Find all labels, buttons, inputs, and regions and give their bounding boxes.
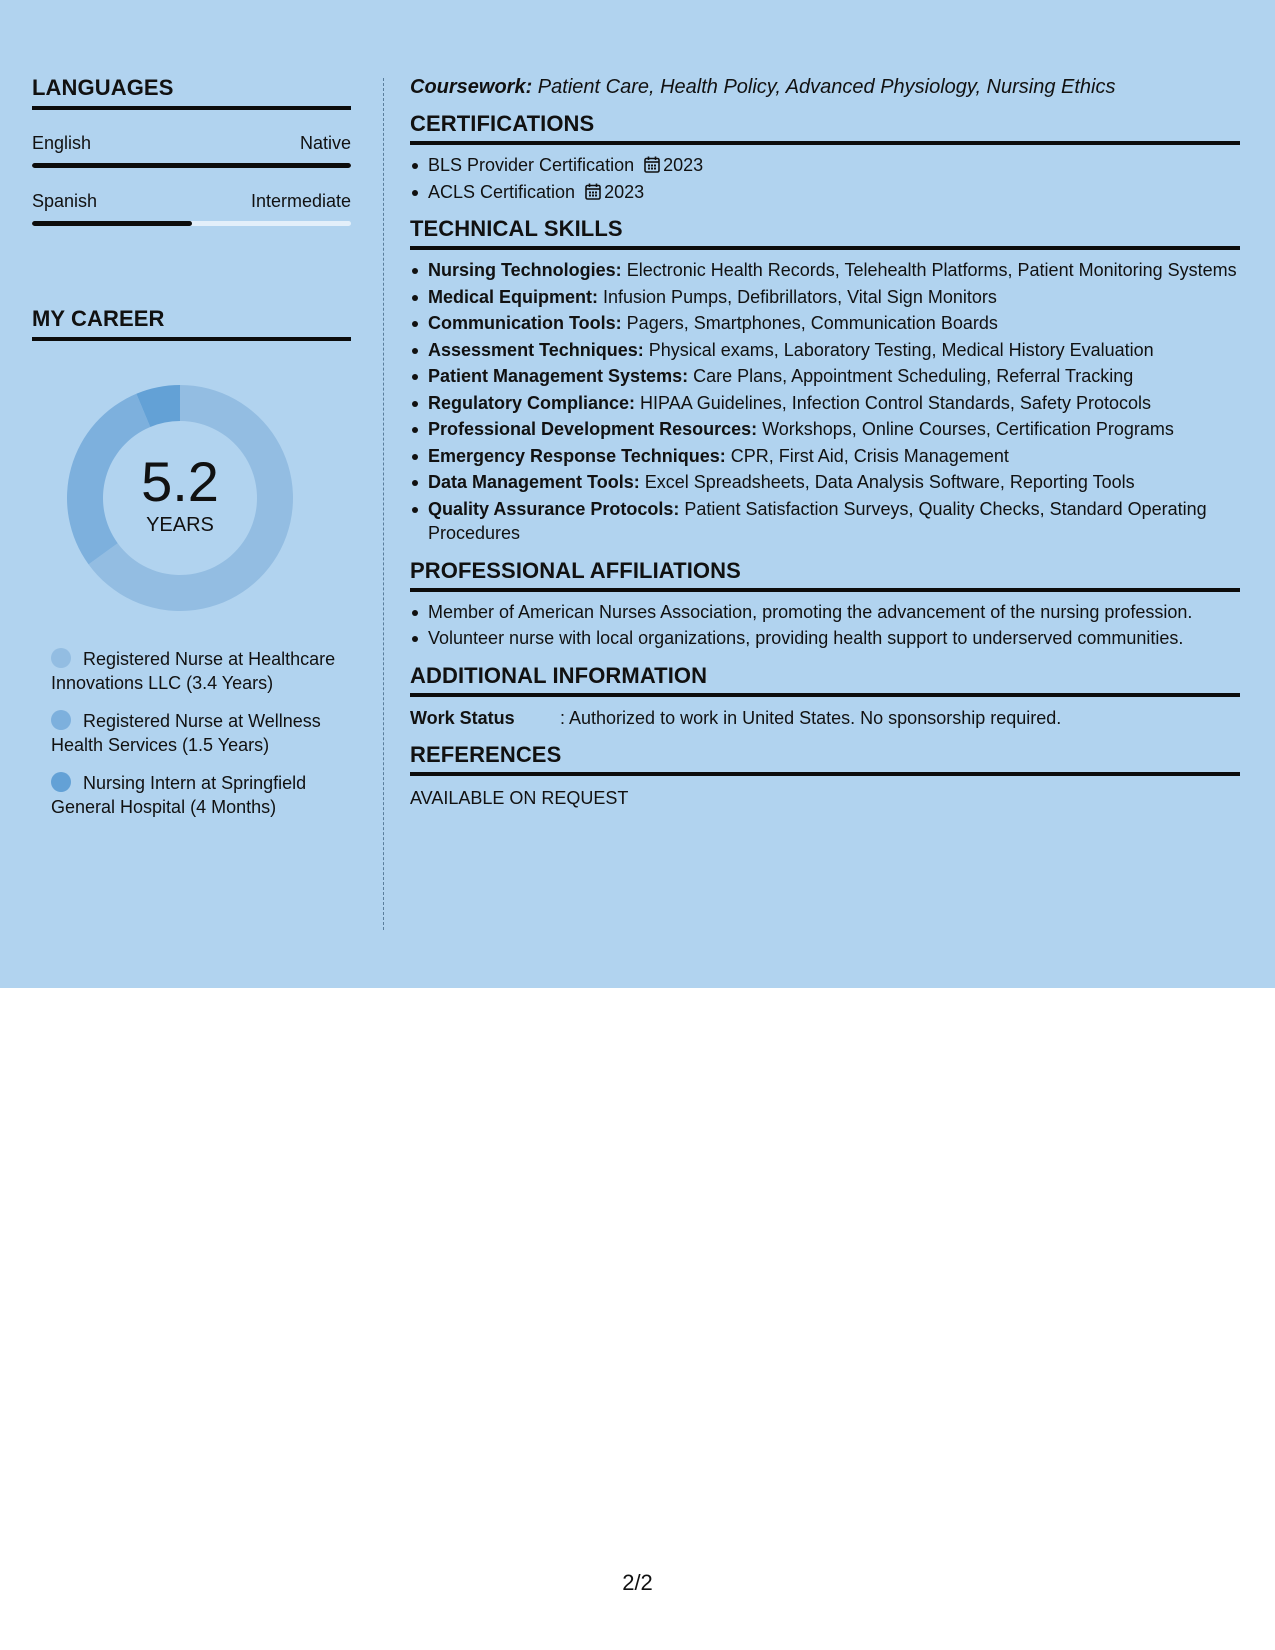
certification-name: BLS Provider Certification <box>428 155 635 175</box>
language-bar-fill <box>32 163 351 168</box>
skill-text: HIPAA Guidelines, Infection Control Standards, Safety Protocols <box>635 392 1151 413</box>
language-name: Spanish <box>32 191 98 211</box>
skill-label: Quality Assurance Protocols: <box>428 498 680 519</box>
legend-dot-icon <box>51 648 71 668</box>
skill-text: Electronic Health Records, Telehealth Platforms, Patient Monitoring Systems <box>621 260 1237 280</box>
calendar-icon <box>644 156 660 173</box>
language-item <box>32 132 351 168</box>
affiliations-section <box>410 558 1240 651</box>
career-title: MY CAREER <box>32 306 351 341</box>
certification-year: 2023 <box>604 181 645 202</box>
skill-item <box>410 417 1240 442</box>
skill-label: Emergency Response Techniques: <box>428 445 726 466</box>
right-column <box>410 75 1240 809</box>
skill-text: Physical exams, Laboratory Testing, Medical History Evaluation <box>643 339 1154 360</box>
work-status-value: : Authorized to work in United States. No sponsorship required. <box>560 707 1062 728</box>
certification-year: 2023 <box>663 155 704 175</box>
career-legend-label: Registered Nurse at Healthcare Innovations LLC (3.4 Years) <box>51 649 336 693</box>
certification-item <box>410 153 1240 178</box>
affiliations-title: PROFESSIONAL AFFILIATIONS <box>410 558 1240 592</box>
work-status-label: Work Status <box>410 707 515 728</box>
technical-skills-title: TECHNICAL SKILLS <box>410 216 1240 250</box>
skill-item <box>410 258 1240 283</box>
affiliation-item: Member of American Nurses Association, promoting the advancement of the nursing profession. <box>410 600 1240 625</box>
skill-item <box>410 311 1240 336</box>
skill-label: Patient Management Systems: <box>428 366 689 386</box>
work-status-row <box>410 706 1240 730</box>
skill-item <box>410 391 1240 416</box>
career-legend-item <box>51 771 351 819</box>
references-section <box>410 742 1240 809</box>
skill-text: Pagers, Smartphones, Communication Boards <box>621 313 998 333</box>
page-number: 2/2 <box>622 1570 653 1595</box>
legend-dot-icon <box>51 710 71 730</box>
coursework-text: Patient Care, Health Policy, Advanced Physiology, Nursing Ethics <box>532 76 1116 98</box>
additional-info-title: ADDITIONAL INFORMATION <box>410 663 1240 697</box>
skill-text: Patient Satisfaction Surveys, Quality Checks, Standard Operating Procedures <box>428 498 1207 543</box>
skill-text: Excel Spreadsheets, Data Analysis Software, Reporting Tools <box>639 472 1135 492</box>
certification-item <box>410 180 1240 205</box>
career-legend-item <box>51 709 351 757</box>
column-divider <box>383 78 384 930</box>
career-total-unit: YEARS <box>146 513 214 536</box>
language-item <box>32 190 351 226</box>
affiliation-item: Volunteer nurse with local organizations, providing health support to underserved communities. <box>410 626 1240 651</box>
skill-text: Care Plans, Appointment Scheduling, Referral Tracking <box>688 366 1134 386</box>
skill-label: Nursing Technologies: <box>428 260 622 280</box>
certification-name: ACLS Certification <box>428 181 576 202</box>
language-bar <box>32 221 351 226</box>
additional-info-section <box>410 663 1240 730</box>
references-text: AVAILABLE ON REQUEST <box>410 787 629 808</box>
coursework-label: Coursework: <box>410 76 533 98</box>
language-bar-fill <box>32 221 192 226</box>
career-legend-label: Registered Nurse at Wellness Health Services (1.5 Years) <box>51 711 321 755</box>
skill-text: Workshops, Online Courses, Certification Programs <box>757 419 1174 439</box>
skill-item <box>410 444 1240 469</box>
coursework <box>410 75 1240 99</box>
skill-text: Infusion Pumps, Defibrillators, Vital Sign Monitors <box>598 286 997 307</box>
left-column <box>32 75 351 833</box>
career-legend <box>32 647 351 819</box>
skill-label: Assessment Techniques: <box>428 339 644 360</box>
skill-text: CPR, First Aid, Crisis Management <box>725 445 1009 466</box>
skill-label: Regulatory Compliance: <box>428 392 636 413</box>
career-donut-chart <box>65 383 295 613</box>
certifications-section <box>410 111 1240 204</box>
references-title: REFERENCES <box>410 742 1240 776</box>
skill-label: Professional Development Resources: <box>428 419 758 439</box>
career-legend-label: Nursing Intern at Springfield General Hospital (4 Months) <box>51 773 307 817</box>
skill-item <box>410 338 1240 363</box>
calendar-icon <box>585 183 601 200</box>
skill-item <box>410 470 1240 495</box>
language-bar <box>32 163 351 168</box>
language-name: English <box>32 133 92 153</box>
skill-item <box>410 497 1240 546</box>
career-total-value: 5.2 <box>141 449 219 513</box>
language-level: Native <box>299 133 351 153</box>
skill-item <box>410 285 1240 310</box>
skill-label: Communication Tools: <box>428 313 622 333</box>
skill-item <box>410 364 1240 389</box>
certifications-title: CERTIFICATIONS <box>410 111 1240 145</box>
languages-title: LANGUAGES <box>32 75 351 110</box>
language-level: Intermediate <box>250 191 351 211</box>
skill-label: Data Management Tools: <box>428 472 640 492</box>
technical-skills-section <box>410 216 1240 546</box>
career-legend-item <box>51 647 351 695</box>
legend-dot-icon <box>51 772 71 792</box>
skill-label: Medical Equipment: <box>428 286 599 307</box>
